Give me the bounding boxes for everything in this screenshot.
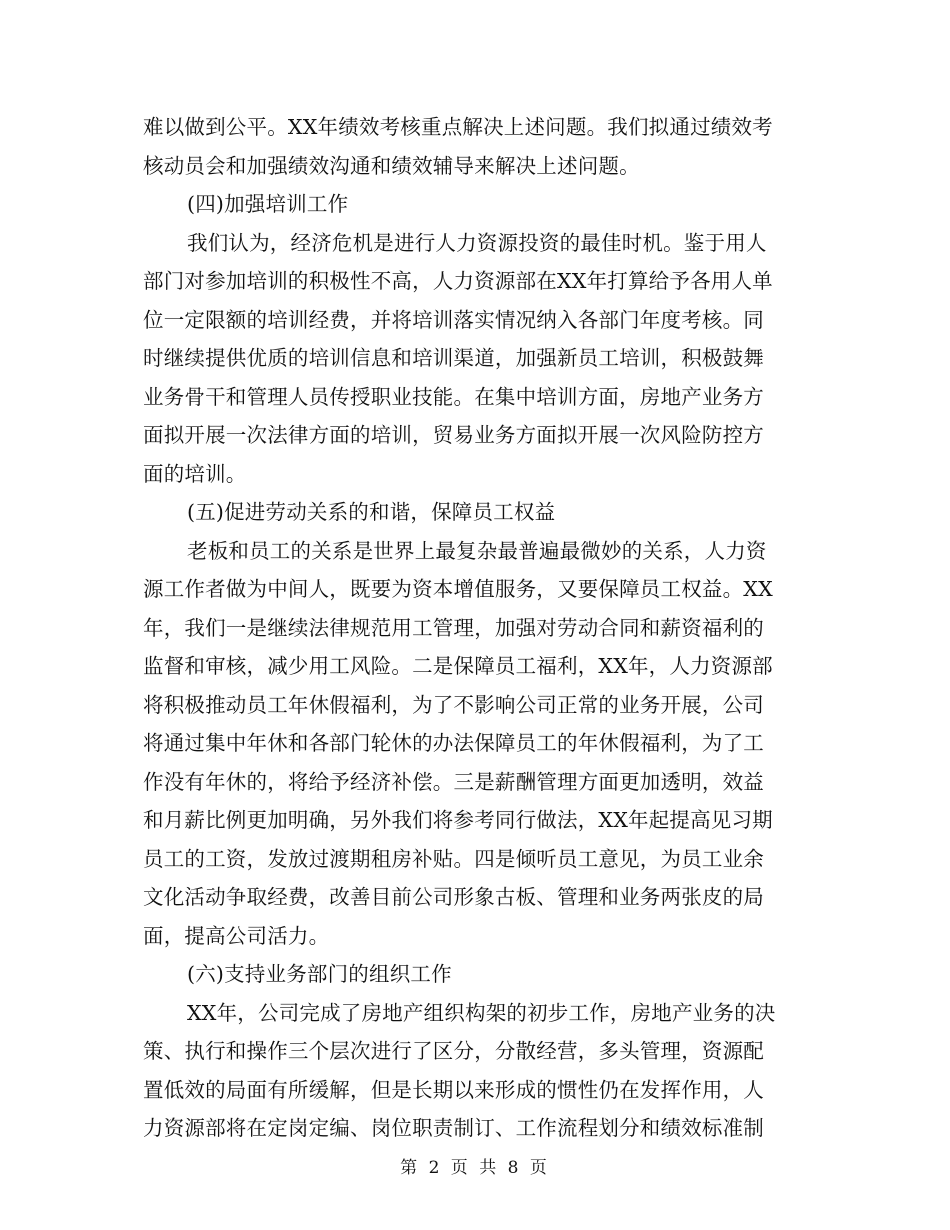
page-footer [0,1153,950,1178]
document-body [143,108,803,1148]
text-line: 员工的工资，发放过渡期租房补贴。四是倾听员工意见，为员工业余 [143,846,764,871]
text-line: 策、执行和操作三个层次进行了区分，分散经营，多头管理，资源配 [143,1039,764,1063]
text-line: 面拟开展一次法律方面的培训，贸易业务方面拟开展一次风险防控方 [143,423,764,447]
text-line: 部门对参加培训的积极性不高，人力资源部在XX年打算给予各用人单 [143,269,773,293]
text-line: 力资源部将在定岗定编、岗位职责制订、工作流程划分和绩效标准制 [143,1116,764,1140]
text-line: 置低效的局面有所缓解，但是长期以来形成的惯性仍在发挥作用，人 [143,1077,764,1102]
text-line: 老板和员工的关系是世界上最复杂最普遍最微妙的关系，人力资 [187,538,767,563]
text-line: (四)加强培训工作 [187,192,349,216]
text-line: XX年，公司完成了房地产组织构架的初步工作，房地产业务的决 [187,1000,776,1025]
text-line: 面，提高公司活力。 [143,923,330,948]
text-line: 源工作者做为中间人，既要为资本增值服务，又要保障员工权益。XX [143,577,773,601]
text-line: 年，我们一是继续法律规范用工管理，加强对劳动合同和薪资福利的 [143,615,764,640]
text-line: 面的培训。 [143,461,247,486]
text-line: 我们认为，经济危机是进行人力资源投资的最佳时机。鉴于用人 [187,230,767,255]
page-number: 第 2 页 共 8 页 [400,1158,550,1178]
text-line: 和月薪比例更加明确，另外我们将参考同行做法，XX年起提高见习期 [143,808,773,832]
text-line: 作没有年休的，将给予经济补偿。三是薪酬管理方面更加透明，效益 [143,769,764,794]
text-line: 难以做到公平。XX年绩效考核重点解决上述问题。我们拟通过绩效考 [143,115,773,139]
text-line: 时继续提供优质的培训信息和培训渠道，加强新员工培训，积极鼓舞 [143,346,764,370]
text-line: (五)促进劳动关系的和谐，保障员工权益 [187,500,556,524]
text-line: 将通过集中年休和各部门轮休的办法保障员工的年休假福利，为了工 [143,731,764,755]
text-line: 业务骨干和管理人员传授职业技能。在集中培训方面，房地产业务方 [143,384,764,409]
text-line: 文化活动争取经费，改善目前公司形象古板、管理和业务两张皮的局 [143,885,764,909]
text-line: 核动员会和加强绩效沟通和绩效辅导来解决上述问题。 [143,153,640,178]
text-line: 位一定限额的培训经费，并将培训落实情况纳入各部门年度考核。同 [143,307,764,332]
text-line: (六)支持业务部门的组织工作 [187,962,452,986]
text-line: 将积极推动员工年休假福利，为了不影响公司正常的业务开展，公司 [143,692,764,717]
text-line: 监督和审核，减少用工风险。二是保障员工福利，XX年，人力资源部 [143,654,773,678]
